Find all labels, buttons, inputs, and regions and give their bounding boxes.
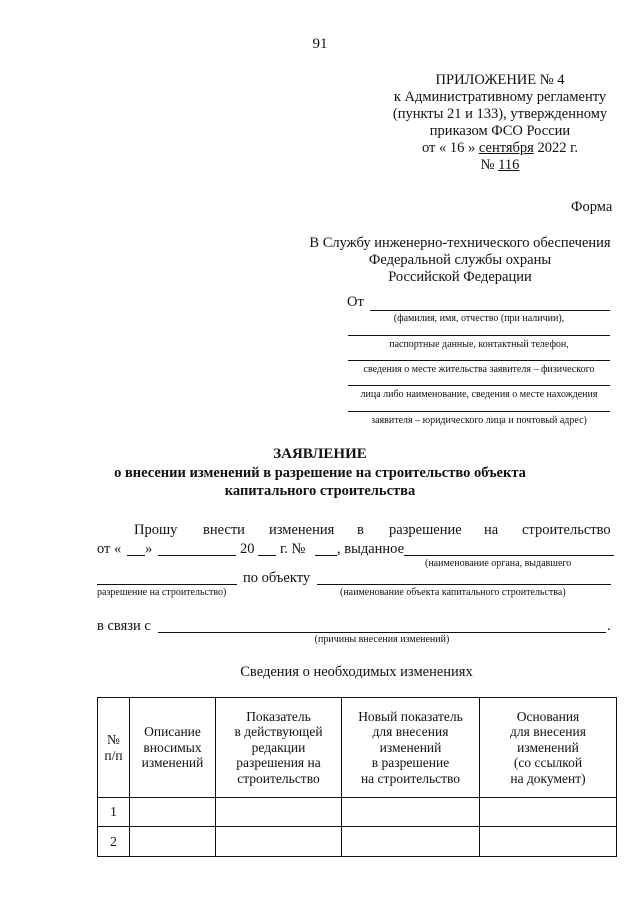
from-hint-1: (фамилия, имя, отчество (при наличии),	[393, 313, 565, 324]
header-number: № п/п	[98, 698, 130, 798]
issued-label: , выданное	[337, 541, 405, 557]
reasons-field[interactable]	[158, 632, 606, 633]
cell-grounds[interactable]	[480, 798, 617, 827]
object-name-field[interactable]	[317, 584, 611, 585]
document-title: ЗАЯВЛЕНИЕ	[273, 446, 367, 462]
issuing-organ-field-cont[interactable]	[97, 584, 237, 585]
number-prefix: №	[480, 157, 499, 173]
cell-current-value[interactable]	[216, 827, 342, 857]
row-number: 2	[98, 827, 130, 857]
quote-close: »	[145, 541, 153, 557]
appendix-line-2: к Административному регламенту	[393, 89, 607, 105]
row-number: 1	[98, 798, 130, 827]
addressee-line-1: В Службу инженерно-технического обеспечения	[309, 235, 611, 251]
permit-number-field[interactable]	[315, 555, 337, 556]
word-razreshenie: разрешение	[389, 522, 462, 538]
appendix-line-3: (пункты 21 и 133), утвержденному	[392, 106, 608, 122]
date-from-label: от «	[97, 541, 122, 557]
issuing-organ-field[interactable]	[404, 555, 614, 556]
reasons-hint: (причины внесения изменений)	[314, 634, 450, 645]
appendix-block	[360, 72, 640, 174]
appendix-date	[360, 140, 640, 157]
page-number: 91	[312, 36, 328, 52]
permit-hint: разрешение на строительство)	[97, 587, 227, 598]
addressee-line-3: Российской Федерации	[388, 269, 532, 285]
document-subtitle-1: о внесении изменений в разрешение на строительство объекта	[114, 465, 526, 481]
form-label: Форма	[571, 199, 613, 215]
word-v: в	[357, 522, 364, 538]
issuing-organ-hint: (наименование органа, выдавшего	[425, 558, 572, 569]
end-dot: .	[607, 618, 611, 634]
cell-description[interactable]	[130, 827, 216, 857]
changes-table	[97, 697, 617, 857]
by-object-label: по объекту	[243, 570, 311, 586]
cell-new-value[interactable]	[342, 798, 480, 827]
header-new-value: Новый показатель для внесения изменений в разрешение на строительство	[342, 698, 480, 798]
header-current-value: Показатель в действующей редакции разрешения на строительство	[216, 698, 342, 798]
due-to-label: в связи с	[97, 618, 151, 634]
date-prefix: от « 16 »	[421, 140, 479, 156]
table-header-row	[98, 698, 617, 798]
table-row	[98, 827, 617, 857]
cell-description[interactable]	[130, 798, 216, 827]
date-suffix: 2022 г.	[533, 140, 578, 156]
from-line-1[interactable]	[370, 310, 610, 311]
month-field[interactable]	[158, 555, 236, 556]
appendix-line-4: приказом ФСО России	[429, 123, 571, 139]
from-line-3[interactable]	[348, 360, 610, 361]
cell-new-value[interactable]	[342, 827, 480, 857]
from-hint-4: лица либо наименование, сведения о месте нахождения	[360, 389, 598, 400]
object-hint: (наименование объекта капитального строительства)	[340, 587, 566, 598]
header-description: Описание вносимых изменений	[130, 698, 216, 798]
word-na: на	[484, 522, 499, 538]
document-subtitle-2: капитального строительства	[224, 483, 416, 499]
number-label: г. №	[280, 541, 306, 557]
from-line-2[interactable]	[348, 335, 610, 336]
cell-grounds[interactable]	[480, 827, 617, 857]
order-number: 116	[498, 157, 520, 173]
day-field[interactable]	[127, 555, 145, 556]
from-label: От	[347, 294, 364, 310]
word-vnesti: внести	[203, 522, 245, 538]
addressee-block	[280, 235, 640, 286]
addressee-line-2: Федеральной службы охраны	[368, 252, 552, 268]
from-line-5[interactable]	[348, 411, 610, 412]
year-field[interactable]	[258, 555, 276, 556]
appendix-title: ПРИЛОЖЕНИЕ № 4	[435, 72, 565, 88]
year-prefix: 20	[240, 541, 255, 557]
header-grounds: Основания для внесения изменений (со ссылкой на документ)	[480, 698, 617, 798]
appendix-number	[360, 157, 640, 174]
from-hint-5: заявителя – юридического лица и почтовый адрес)	[371, 415, 587, 426]
word-stroitelstvo: строительство	[522, 522, 611, 538]
section-title: Сведения о необходимых изменениях	[240, 664, 473, 680]
from-line-4[interactable]	[348, 385, 610, 386]
from-hint-2: паспортные данные, контактный телефон,	[389, 339, 569, 350]
table-row	[98, 798, 617, 827]
from-hint-3: сведения о месте жительства заявителя – физического	[363, 364, 595, 375]
date-month: сентября	[478, 140, 534, 156]
word-proshu: Прошу	[134, 522, 178, 538]
word-izmeneniya: изменения	[269, 522, 335, 538]
cell-current-value[interactable]	[216, 798, 342, 827]
